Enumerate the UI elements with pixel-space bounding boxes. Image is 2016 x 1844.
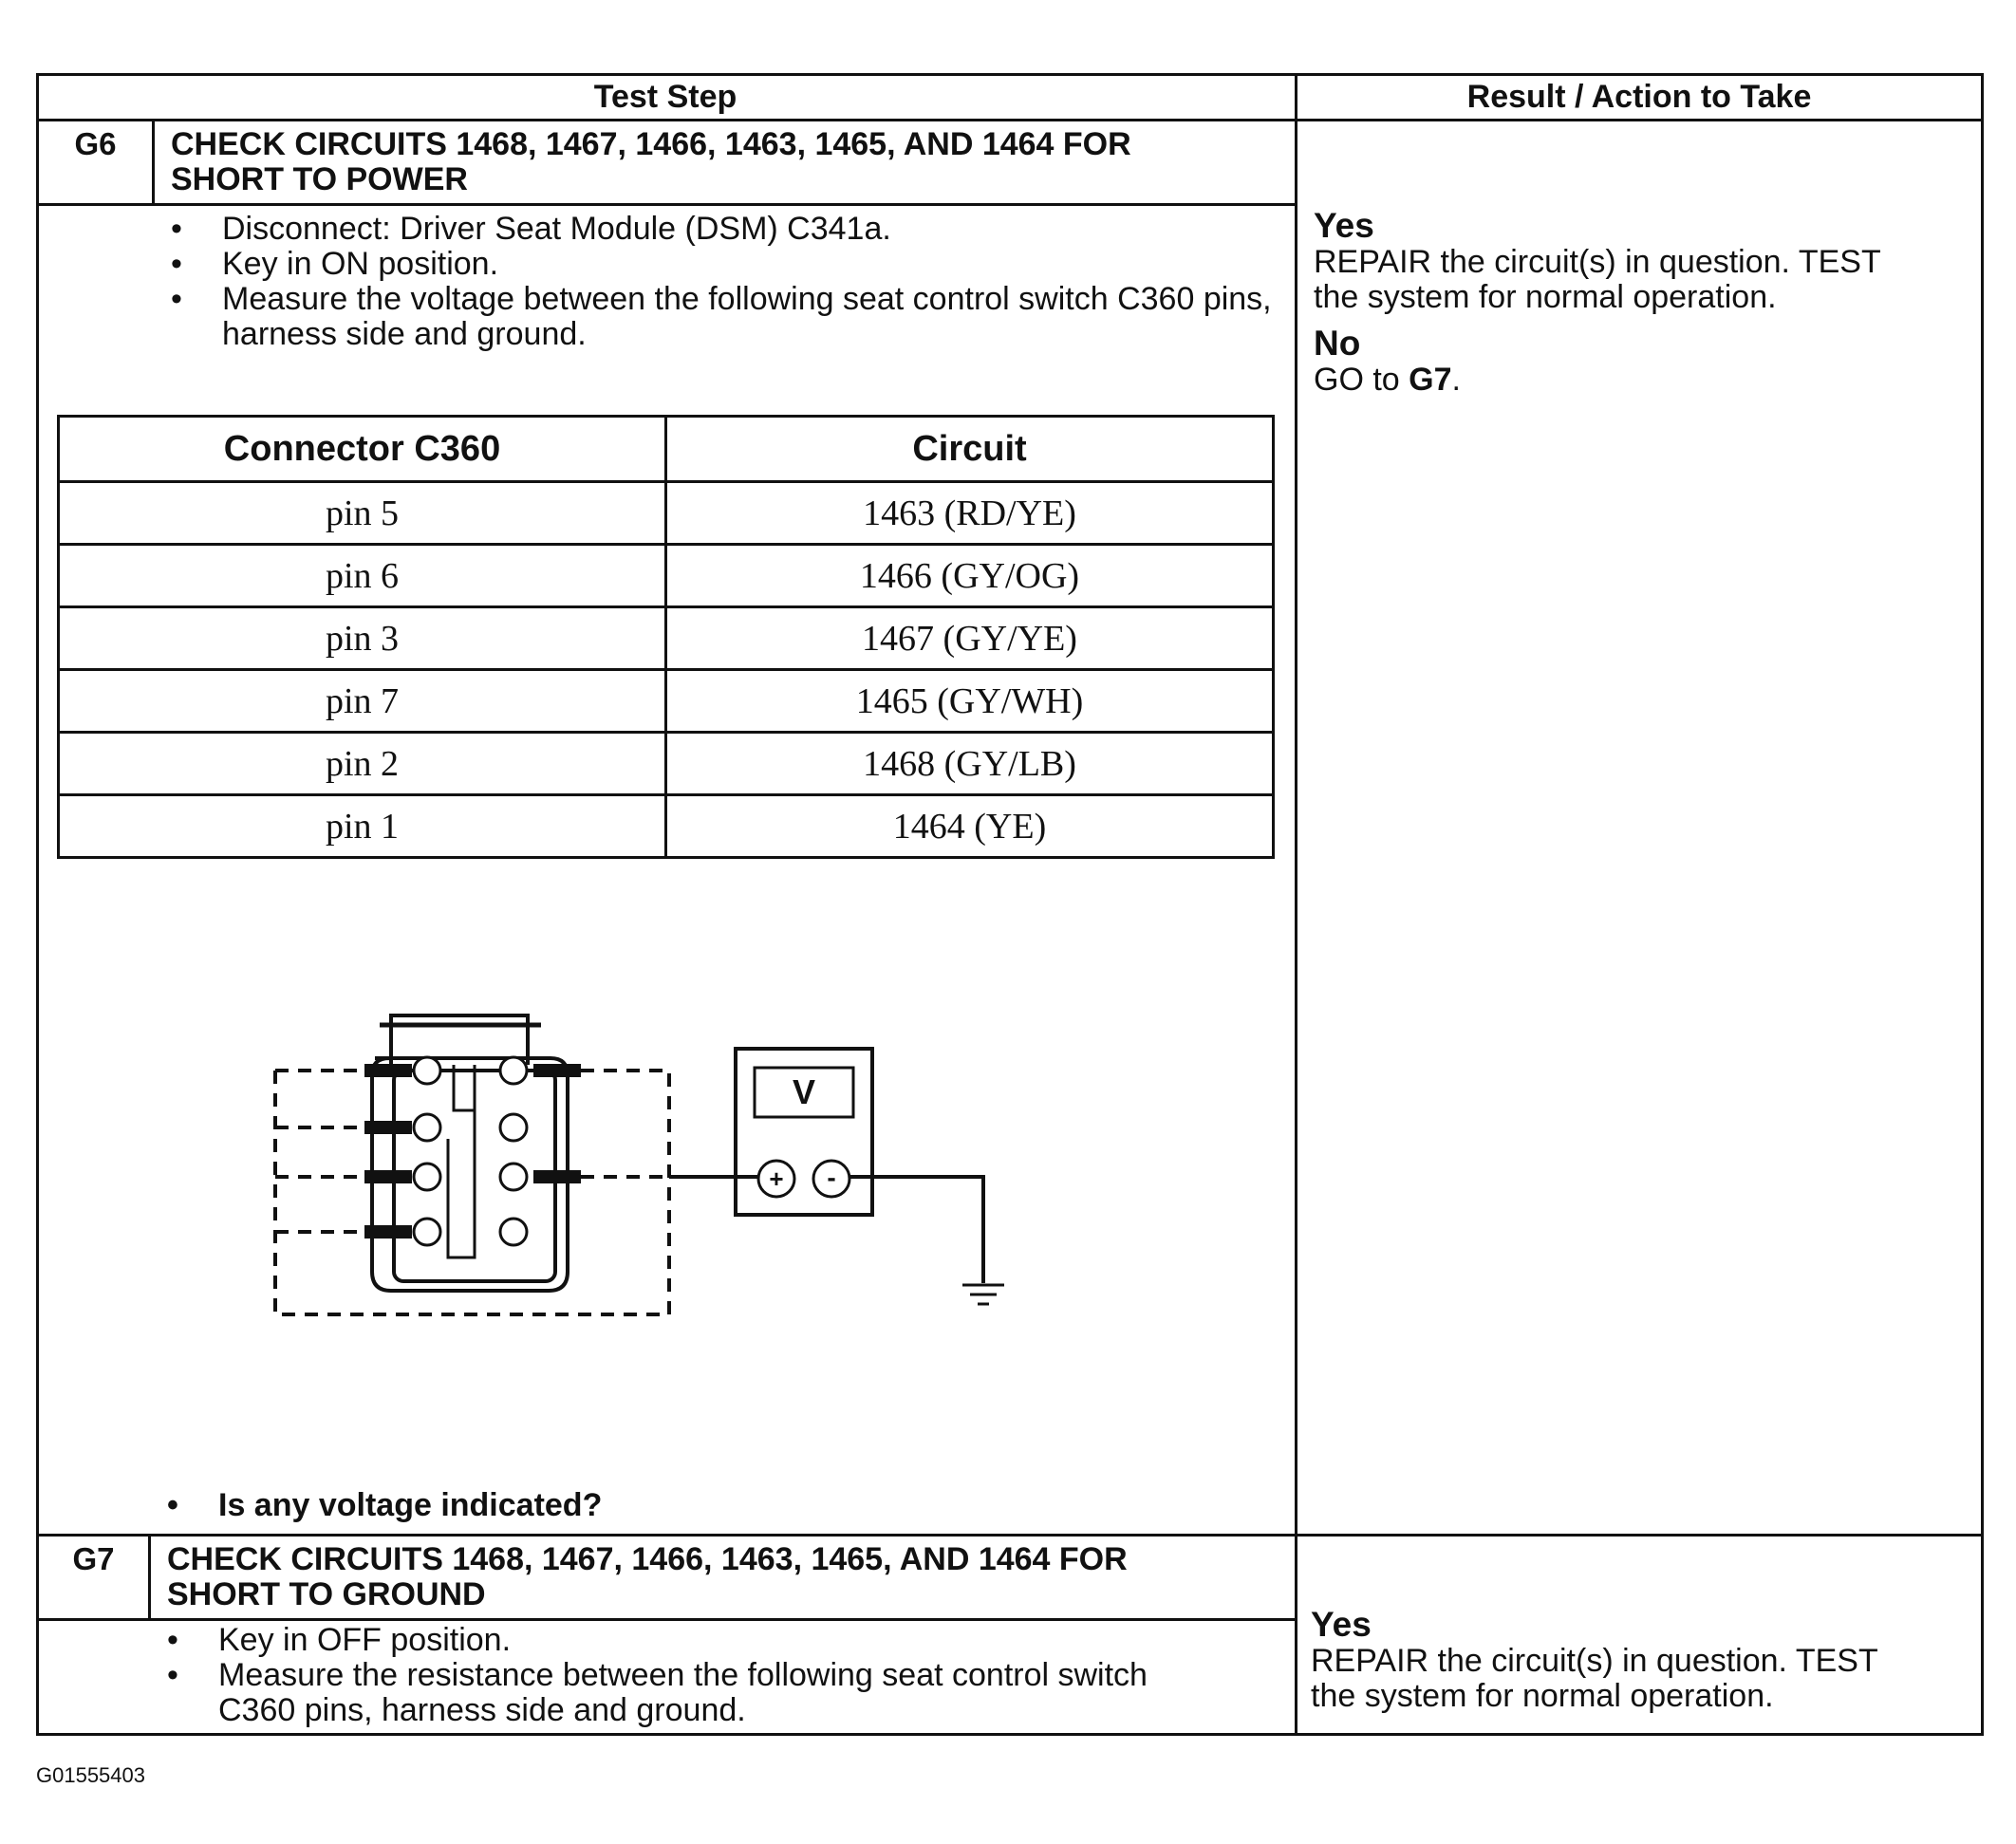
instruction-item: • Measure the voltage between the following seat control switch C360 pins, harness side and ground. bbox=[165, 282, 1285, 352]
instruction-item: • Disconnect: Driver Seat Module (DSM) C341a. bbox=[165, 212, 1257, 247]
circuit-cell: 1468 (GY/LB) bbox=[666, 733, 1274, 795]
probe-tip bbox=[533, 1170, 581, 1183]
g6-g7-divider bbox=[36, 1534, 1984, 1537]
connector-pin bbox=[414, 1114, 440, 1141]
g7-title-divider bbox=[36, 1618, 1297, 1621]
table-row bbox=[59, 482, 1274, 545]
step-title-line: CHECK CIRCUITS 1468, 1467, 1466, 1463, 1465, AND 1464 FOR bbox=[167, 1541, 1128, 1577]
connector-voltmeter-diagram bbox=[256, 997, 1016, 1338]
figure-id: G01555403 bbox=[36, 1763, 145, 1787]
g6-instructions bbox=[165, 211, 1272, 352]
voltmeter-label: V bbox=[792, 1072, 816, 1111]
instruction-item: • Key in ON position. bbox=[165, 247, 1257, 282]
probe-tip bbox=[364, 1170, 412, 1183]
g7-results bbox=[1311, 1606, 1966, 1714]
circuit-cell: 1467 (GY/YE) bbox=[666, 607, 1274, 670]
result-no-label: No bbox=[1314, 324, 1361, 363]
g7-id-divider bbox=[148, 1534, 151, 1619]
step-title-g6 bbox=[171, 127, 1281, 197]
result-yes-label: Yes bbox=[1314, 206, 1374, 245]
table-row bbox=[59, 670, 1274, 733]
column-header-circuit: Circuit bbox=[666, 417, 1274, 482]
circuit-cell: 1465 (GY/WH) bbox=[666, 670, 1274, 733]
probe-tip bbox=[364, 1064, 412, 1077]
instruction-item: • Measure the resistance between the following seat control switch C360 pins, harness side and ground. bbox=[161, 1658, 1196, 1728]
result-no-target[interactable]: G7 bbox=[1409, 362, 1452, 398]
connector-pin-cell: pin 6 bbox=[59, 545, 666, 607]
step-title-line: SHORT TO GROUND bbox=[167, 1576, 486, 1612]
connector-pin bbox=[500, 1057, 527, 1084]
question-item bbox=[161, 1488, 1253, 1523]
connector-circuit-table bbox=[57, 415, 1275, 859]
connector-pin-cell: pin 1 bbox=[59, 795, 666, 858]
probe-tip bbox=[364, 1121, 412, 1134]
result-yes-text: the system for normal operation. bbox=[1314, 279, 1777, 315]
ground-lead bbox=[849, 1177, 983, 1283]
g6-results bbox=[1314, 207, 1969, 398]
g6-title-divider bbox=[36, 203, 1297, 206]
probe-tip bbox=[533, 1064, 581, 1077]
table-row bbox=[59, 733, 1274, 795]
table-header-row bbox=[59, 417, 1274, 482]
step-id-g7: G7 bbox=[72, 1541, 115, 1576]
connector-pin bbox=[414, 1219, 440, 1245]
connector-pin bbox=[500, 1164, 527, 1190]
connector-pin bbox=[414, 1057, 440, 1084]
connector-pin bbox=[500, 1114, 527, 1141]
connector-pin bbox=[500, 1219, 527, 1245]
table-row bbox=[59, 795, 1274, 858]
table-row bbox=[59, 607, 1274, 670]
header-divider bbox=[36, 119, 1984, 121]
connector-outline bbox=[372, 1015, 568, 1291]
circuit-cell: 1464 (YE) bbox=[666, 795, 1274, 858]
result-no-prefix: GO to bbox=[1314, 362, 1409, 398]
question-text: Is any voltage indicated? bbox=[218, 1487, 603, 1523]
step-title-g7 bbox=[167, 1542, 1287, 1612]
result-yes-text: REPAIR the circuit(s) in question. TEST bbox=[1314, 244, 1881, 280]
instruction-item: • Key in OFF position. bbox=[161, 1623, 1215, 1658]
step-title-line: SHORT TO POWER bbox=[171, 161, 468, 197]
connector-pin-cell: pin 2 bbox=[59, 733, 666, 795]
probe-tip bbox=[364, 1225, 412, 1239]
ground-symbol bbox=[962, 1285, 1004, 1304]
g6-id-divider bbox=[152, 119, 155, 204]
column-divider bbox=[1295, 73, 1297, 1736]
circuit-cell: 1463 (RD/YE) bbox=[666, 482, 1274, 545]
connector-pin-cell: pin 7 bbox=[59, 670, 666, 733]
result-action-header: Result / Action to Take bbox=[1466, 79, 1812, 115]
step-id-g6: G6 bbox=[74, 126, 117, 161]
connector-pin bbox=[414, 1164, 440, 1190]
result-yes-text: the system for normal operation. bbox=[1311, 1678, 1774, 1714]
circuit-cell: 1466 (GY/OG) bbox=[666, 545, 1274, 607]
negative-symbol: - bbox=[827, 1163, 836, 1192]
test-step-header: Test Step bbox=[593, 79, 737, 115]
g7-instructions bbox=[161, 1623, 1215, 1728]
column-header-connector: Connector C360 bbox=[59, 417, 666, 482]
positive-symbol: + bbox=[769, 1164, 784, 1193]
result-no-text bbox=[1314, 363, 1969, 398]
table-row bbox=[59, 545, 1274, 607]
connector-pin-cell: pin 5 bbox=[59, 482, 666, 545]
result-no-suffix: . bbox=[1451, 362, 1461, 398]
dashed-lead bbox=[275, 1071, 669, 1314]
step-title-line: CHECK CIRCUITS 1468, 1467, 1466, 1463, 1465, AND 1464 FOR bbox=[171, 126, 1131, 162]
result-yes-label: Yes bbox=[1311, 1605, 1372, 1644]
result-yes-text: REPAIR the circuit(s) in question. TEST bbox=[1311, 1643, 1878, 1679]
connector-pin-cell: pin 3 bbox=[59, 607, 666, 670]
g6-question bbox=[161, 1488, 1253, 1523]
